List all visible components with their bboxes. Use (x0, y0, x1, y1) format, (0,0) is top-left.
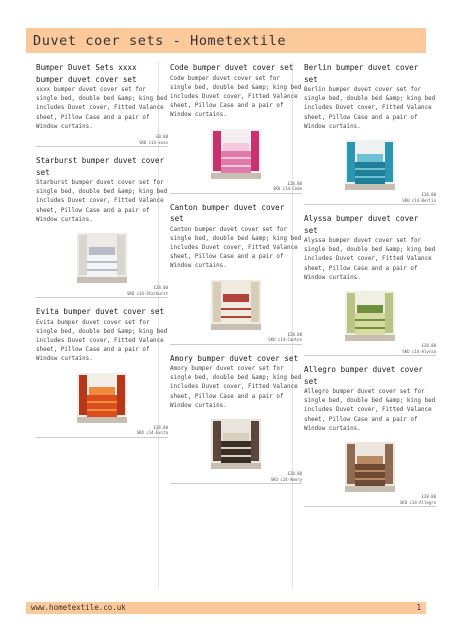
product-card (170, 62, 302, 194)
footer-bar (26, 602, 426, 614)
product-photo[interactable] (345, 140, 395, 190)
product-photo[interactable] (211, 129, 261, 179)
product-price: £0.00 (155, 134, 168, 140)
product-photo[interactable] (211, 419, 261, 469)
product-sku: SKU c14-Berlin (304, 198, 436, 206)
product-sku: SKU c14-Amory (170, 477, 302, 485)
product-description: Amory bumper duvet cover set for single bed, double bed &amp; king bed includes Duvet cover, Fitted Valance sheet, Pillow Case and a pair of Window curtains. (170, 366, 302, 409)
product-card (304, 364, 436, 507)
product-card (36, 62, 168, 147)
product-title: Code bumper duvet cover set (170, 63, 294, 72)
product-description: Starburst bumper duvet cover set for single bed, double bed &amp; king bed includes Duvet cover, Fitted Valance sheet, Pillow Case and a pair of Window curtains. (36, 180, 168, 223)
product-sku: SKU c14-Allegro (304, 500, 436, 508)
product-price: £28.80 (287, 331, 302, 337)
product-title: Canton bumper duvet cover set (170, 202, 285, 224)
product-card (304, 62, 436, 205)
product-price: £28.80 (421, 192, 436, 198)
product-description: Alyssa bumper duvet cover set for single bed, double bed &amp; king bed includes Duvet cover, Fitted Valance sheet, Pillow Case and a pair of Window curtains. (304, 238, 436, 281)
page-title: Duvet coer sets - Hometextile (33, 33, 287, 49)
product-title: Starburst bumper duvet cover set (36, 156, 165, 177)
product-sku: SKU c14-Evita (36, 430, 168, 438)
page-number: 1 (416, 603, 421, 612)
product-photo[interactable] (77, 373, 127, 423)
product-title: Bumper Duvet Sets xxxx bumper duvet cover set (36, 63, 137, 84)
product-card (36, 155, 168, 298)
product-price: £28.80 (287, 471, 302, 477)
product-title: Allegro bumper duvet cover set (304, 365, 423, 386)
product-description: xxxx bumper duvet cover set for single bed, double bed &amp; king bed includes Duvet cover, Fitted Valance sheet, Pillow Case and a pair of Window curtains. (36, 87, 168, 130)
product-photo[interactable] (211, 280, 261, 330)
product-title: Evita bumper duvet cover set (36, 307, 165, 317)
product-price: £28.80 (153, 424, 168, 430)
product-title: Amory bumper duvet cover set (170, 353, 299, 363)
product-sku: SKU c14-Code (170, 186, 302, 194)
product-price: £28.80 (421, 343, 436, 349)
product-sku: SKU c14-Alyssa (304, 349, 436, 357)
product-card (170, 202, 302, 345)
product-price: £28.80 (421, 494, 436, 500)
product-price: £28.80 (153, 285, 168, 291)
product-card (170, 353, 302, 485)
product-card (304, 213, 436, 356)
product-photo[interactable] (345, 291, 395, 341)
product-sku: SKU c14-Starburst (36, 291, 168, 299)
product-column-3 (304, 62, 436, 515)
product-description: Evita bumper duvet cover set for single bed, double bed &amp; king bed includes Duvet cover, Fitted Valance sheet, Pillow Case and a pair of Window curtains. (36, 319, 168, 363)
product-photo[interactable] (345, 442, 395, 492)
product-price: £28.80 (287, 180, 302, 186)
product-description: Berlin bumper duvet cover set for single bed, double bed &amp; king bed includes Duvet cover, Fitted Valance sheet, Pillow Case and a pair of Window curtains. (304, 87, 436, 130)
product-column-2 (170, 62, 302, 492)
product-description: Code bumper duvet cover set for single bed, double bed &amp; king bed includes Duvet cover, Fitted Valance sheet, Pillow Case and a pair of Window curtains. (170, 75, 302, 119)
product-description: Canton bumper duvet cover set for single bed, double bed &amp; king bed includes Duvet cover, Fitted Valance sheet, Pillow Case and a pair of Window curtains. (170, 226, 302, 270)
product-photo[interactable] (77, 233, 127, 283)
product-card (36, 306, 168, 438)
product-column-1 (36, 62, 168, 446)
product-sku: SKU c14-Canton (170, 337, 302, 345)
product-description: Allegro bumper duvet cover set for single bed, double bed &amp; king bed includes Duvet cover, Fitted Valance sheet, Pillow Case and a pair of Window curtains. (304, 389, 436, 432)
product-title: Alyssa bumper duvet cover set (304, 214, 419, 235)
header-bar (26, 28, 426, 53)
product-sku: SKU c14-xxxx (36, 140, 168, 148)
footer-website-url[interactable]: www.hometextile.co.uk (31, 603, 126, 612)
product-title: Berlin bumper duvet cover set (304, 63, 419, 84)
